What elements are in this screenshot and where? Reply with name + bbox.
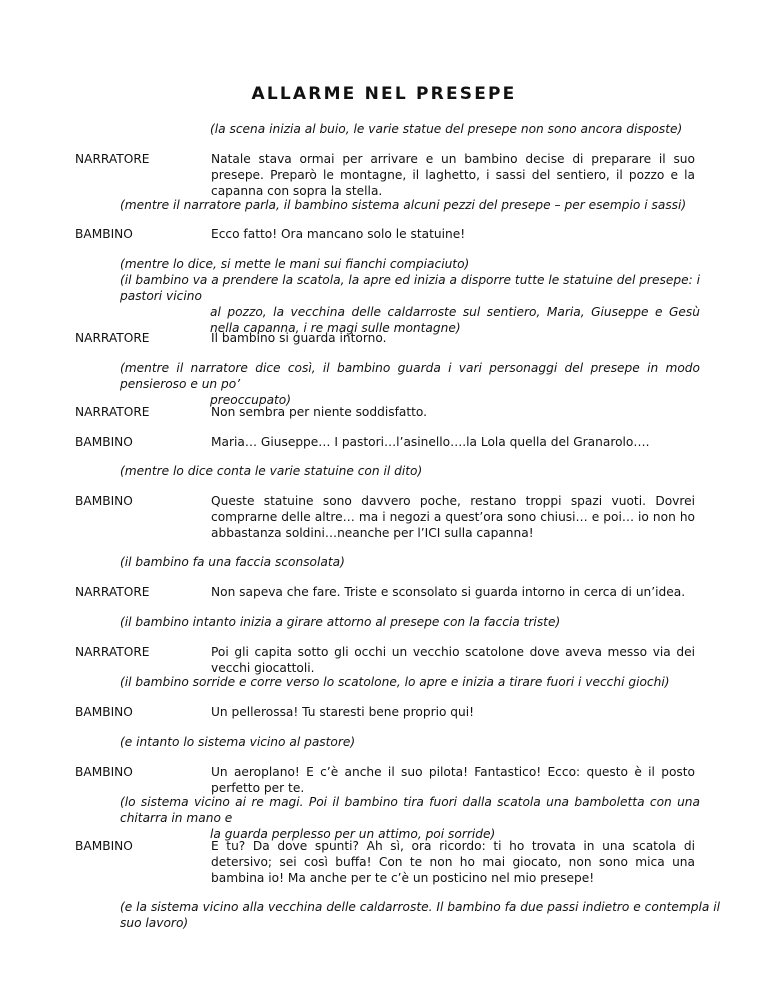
stage-direction-line: preoccupato)	[210, 393, 292, 407]
speaker-name: BAMBINO	[75, 435, 133, 449]
stage-direction: (mentre il narratore parla, il bambino sistema alcuni pezzi del presepe – per esempio i sassi)	[120, 198, 687, 212]
stage-direction-line: (il bambino va a prendere la scatola, la apre ed inizia a disporre tutte le statuine del presepe: i pastori vicino	[120, 273, 700, 303]
line-text: Poi gli capita sotto gli occhi un vecchio scatolone dove aveva messo via dei vecchi giocattoli.	[211, 645, 695, 675]
stage-direction-line: al pozzo, la vecchina delle caldarroste sul sentiero, Maria, Giuseppe e Gesù nella capanna, i re magi sulle montagne)	[210, 305, 700, 335]
speaker-name: NARRATORE	[75, 405, 150, 419]
speaker-name: BAMBINO	[75, 839, 133, 853]
speaker-name: NARRATORE	[75, 585, 150, 599]
dialogue-line	[75, 330, 695, 346]
dialogue-line	[75, 151, 695, 199]
speaker-name: BAMBINO	[75, 765, 133, 779]
speaker-name: BAMBINO	[75, 227, 133, 241]
speaker-name: BAMBINO	[75, 705, 133, 719]
stage-direction	[120, 794, 700, 842]
dialogue-line	[75, 838, 695, 886]
stage-direction: (la scena inizia al buio, le varie statue del presepe non sono ancora disposte)	[210, 122, 683, 136]
dialogue-line	[75, 764, 695, 796]
dialogue-line	[75, 584, 695, 600]
stage-direction	[120, 360, 700, 408]
speaker-name: NARRATORE	[75, 331, 150, 345]
stage-direction: (il bambino fa una faccia sconsolata)	[120, 555, 345, 569]
speaker-name: NARRATORE	[75, 645, 150, 659]
stage-direction-line: la guarda perplesso per un attimo, poi sorride)	[210, 827, 496, 841]
dialogue-line	[75, 493, 695, 541]
speaker-name: NARRATORE	[75, 152, 150, 166]
page-title: ALLARME NEL PRESEPE	[251, 84, 517, 104]
line-text: Non sembra per niente soddisfatto.	[211, 405, 428, 419]
line-text: Maria… Giuseppe… I pastori…l’asinello….la Lola quella del Granarolo….	[211, 435, 650, 449]
line-text: Natale stava ormai per arrivare e un bambino decise di preparare il suo presepe. Preparò le montagne, il laghetto, i sassi del sentiero, il pozzo e la capanna con sopra la stella.	[211, 152, 695, 198]
stage-direction: (e intanto lo sistema vicino al pastore)	[120, 735, 356, 749]
stage-direction	[120, 256, 700, 336]
dialogue-line	[75, 226, 695, 242]
stage-direction: (mentre lo dice conta le varie statuine con il dito)	[120, 464, 423, 478]
dialogue-line	[75, 644, 695, 676]
stage-direction-line: (lo sistema vicino ai re magi. Poi il bambino tira fuori dalla scatola una bamboletta con una chitarra in mano e	[120, 795, 700, 825]
line-text: Il bambino si guarda intorno.	[211, 331, 387, 345]
line-text: E tu? Da dove spunti? Ah sì, ora ricordo: ti ho trovata in una scatola di detersivo; sei così buffa! Con te non ho mai giocato, non sono mica una bambina io! Ma anche per te c’è un posticino nel mio presepe!	[211, 839, 695, 885]
line-text: Un pellerossa! Tu staresti bene proprio qui!	[211, 705, 475, 719]
line-text: Queste statuine sono davvero poche, restano troppi spazi vuoti. Dovrei comprarne delle altre… ma i negozi a quest’ora sono chiusi… e poi… io non ho abbastanza soldini…neanche per l’ICI sulla capanna!	[211, 494, 695, 540]
stage-direction: (il bambino sorride e corre verso lo scatolone, lo apre e inizia a tirare fuori i vecchi giochi)	[120, 675, 670, 689]
stage-direction-line: (mentre lo dice, si mette le mani sui fianchi compiaciuto)	[120, 257, 470, 271]
dialogue-line	[75, 704, 695, 720]
stage-direction-line: (mentre il narratore dice così, il bambino guarda i vari personaggi del presepe in modo pensieroso e un po’	[120, 361, 700, 391]
stage-direction: (il bambino intanto inizia a girare attorno al presepe con la faccia triste)	[120, 615, 561, 629]
speaker-name: BAMBINO	[75, 494, 133, 508]
line-text: Ecco fatto! Ora mancano solo le statuine!	[211, 227, 466, 241]
line-text: Non sapeva che fare. Triste e sconsolato si guarda intorno in cerca di un’idea.	[211, 585, 686, 599]
line-text: Un aeroplano! E c’è anche il suo pilota! Fantastico! Ecco: questo è il posto perfetto per te.	[211, 765, 695, 795]
stage-direction: (e la sistema vicino alla vecchina delle caldarroste. Il bambino fa due passi indietro e contempla il suo lavoro)	[120, 900, 720, 930]
dialogue-line	[75, 434, 695, 450]
dialogue-line	[75, 404, 695, 420]
